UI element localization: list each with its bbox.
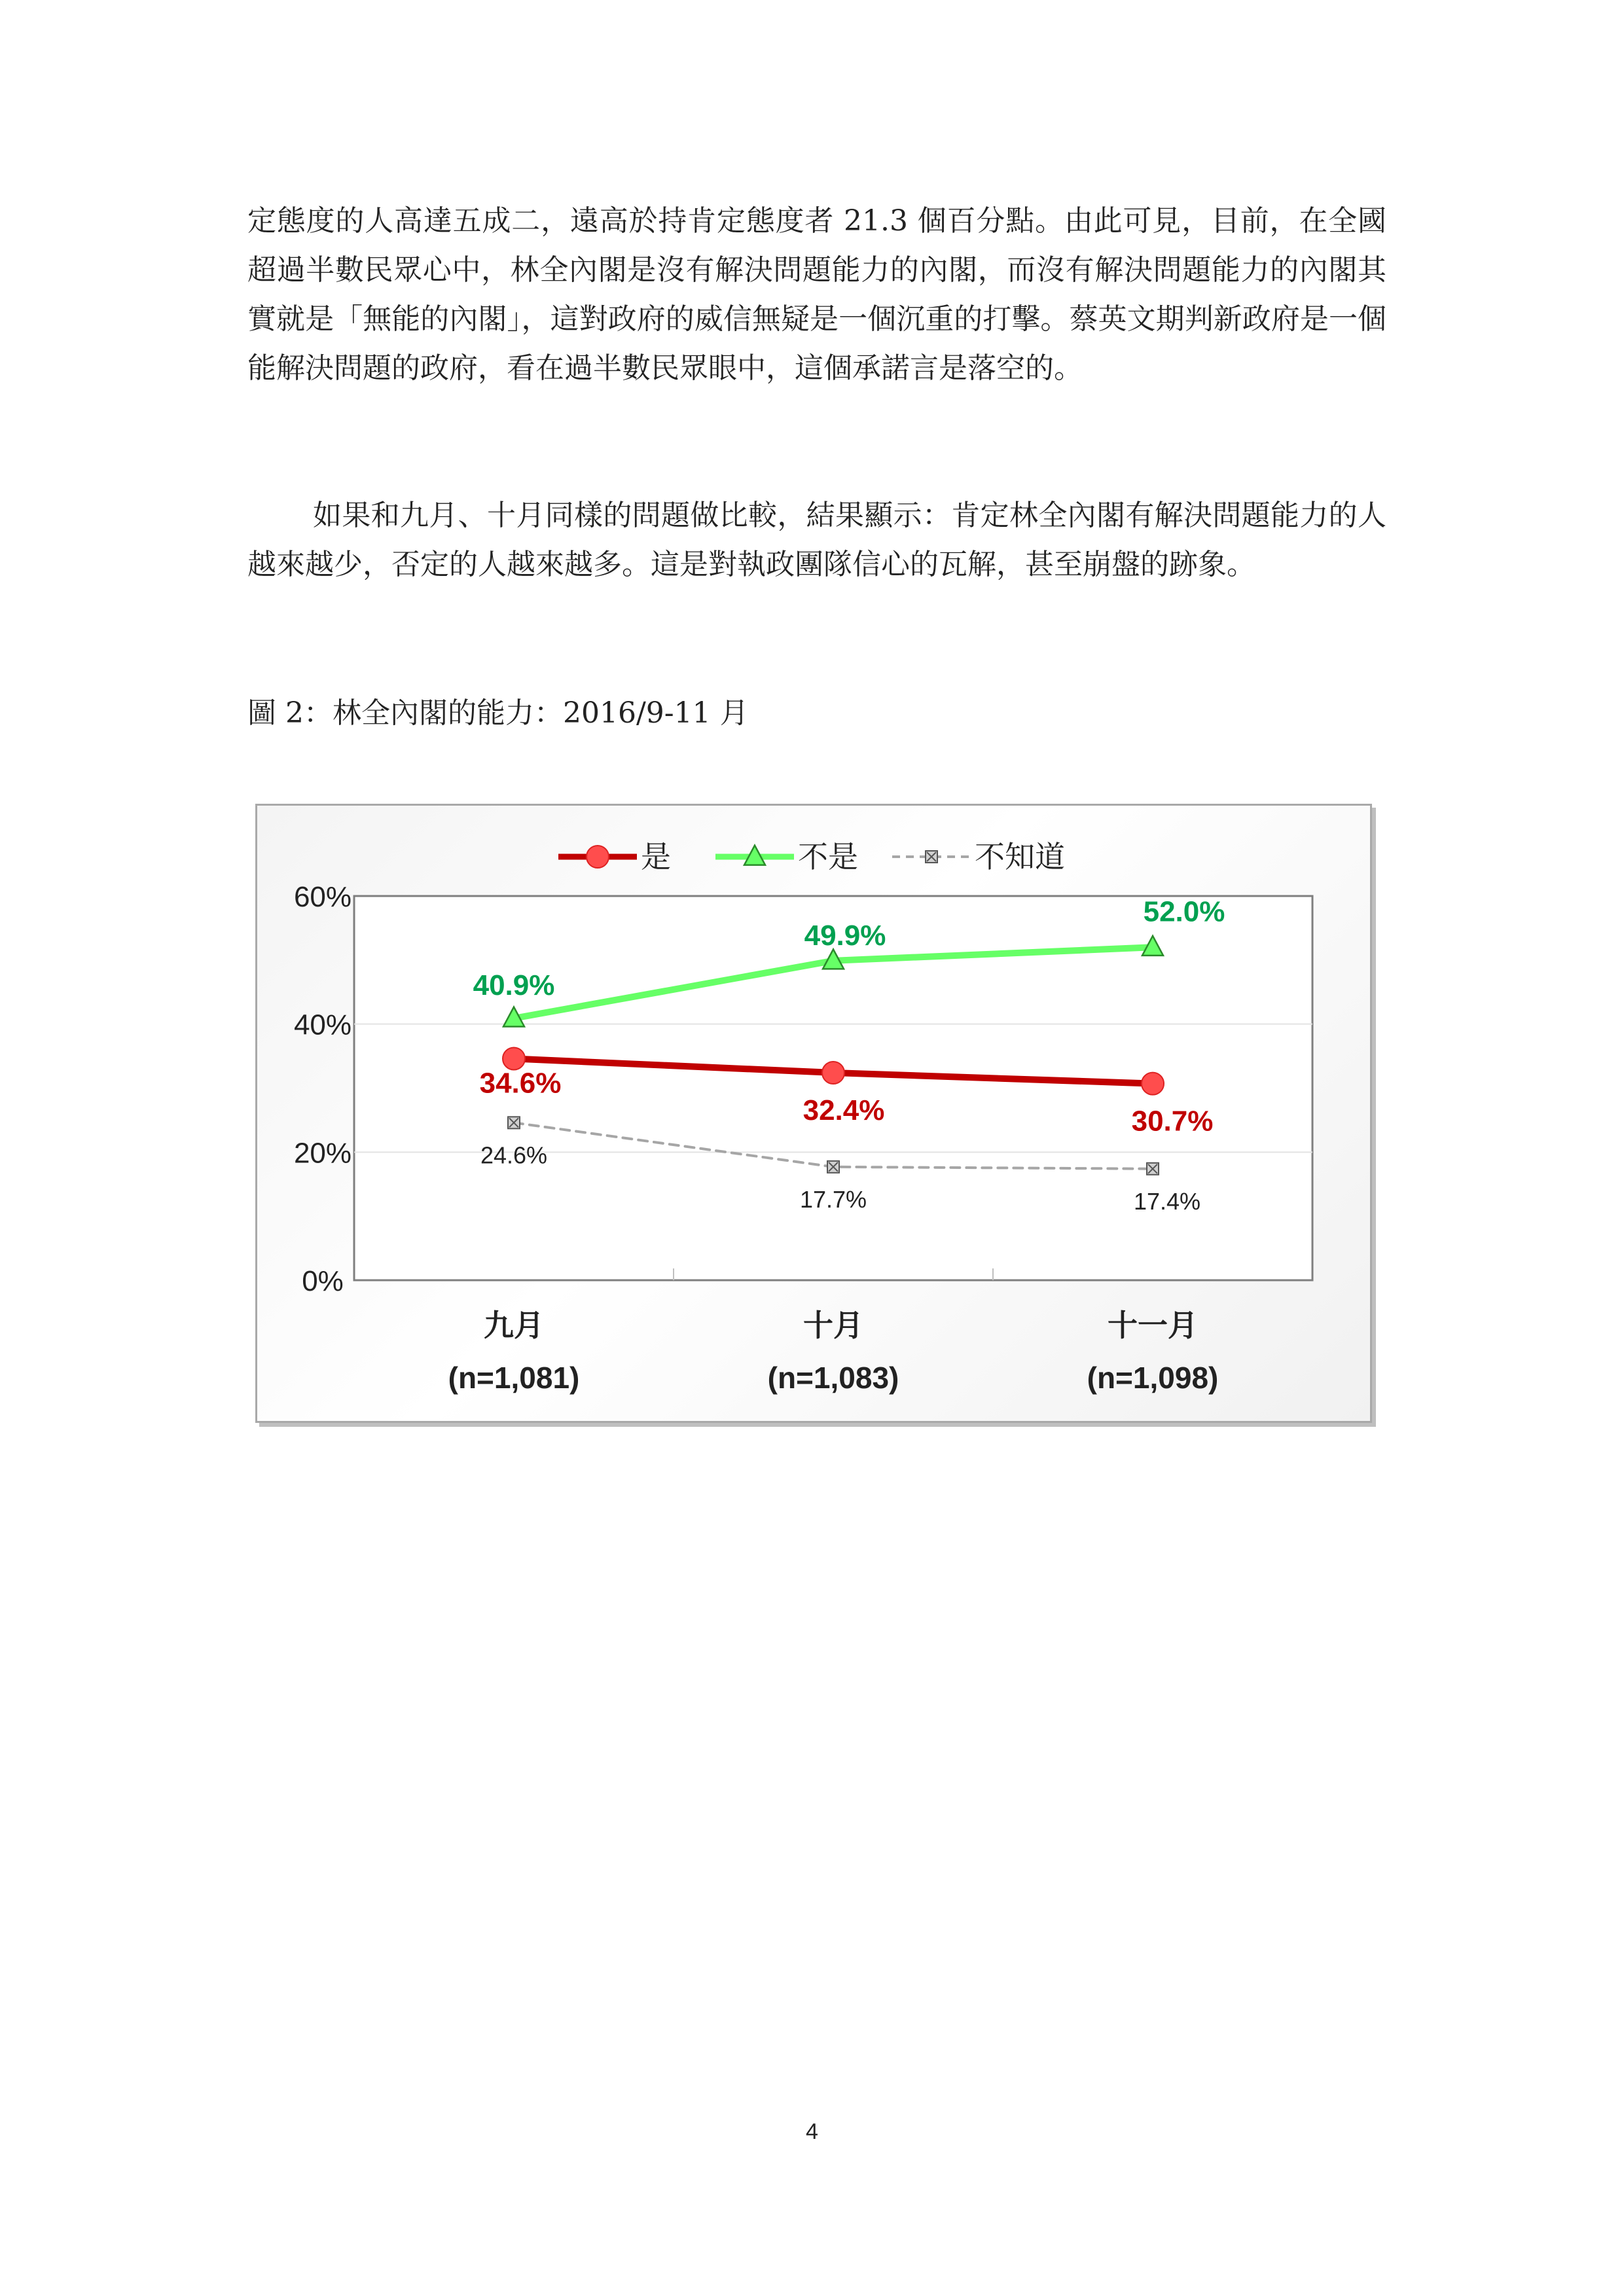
- y-tick-label: 0%: [302, 1265, 344, 1297]
- x-category-sublabel: (n=1,083): [767, 1361, 899, 1395]
- paragraph-1: 定態度的人高達五成二，遠高於持肯定態度者 21.3 個百分點。由此可見，目前，在全國超過半數民眾心中，林全內閣是沒有解決問題能力的內閣，而沒有解決問題能力的內閣其實就是「無能的內閣」，這對政府的威信無疑是一個沉重的打擊。蔡英文期判新政府是一個能解決問題的政府，看在過半數民眾眼中，這個承諾言是落空的。: [247, 204, 1386, 385]
- figure-caption: 圖 2：林全內閣的能力：2016/9-11 月: [247, 696, 749, 730]
- series-0-point-marker: [822, 1062, 844, 1084]
- data-label: 40.9%: [473, 969, 555, 1001]
- data-label: 17.4%: [1133, 1187, 1201, 1215]
- x-category-sublabel: (n=1,081): [448, 1361, 580, 1395]
- legend-0-marker: [586, 846, 609, 868]
- series-0-point-marker: [503, 1047, 525, 1069]
- page-number: 4: [806, 2119, 818, 2144]
- data-label: 17.7%: [799, 1185, 867, 1213]
- x-category-label: 十一月: [1108, 1308, 1198, 1342]
- y-tick-label: 20%: [293, 1137, 352, 1170]
- series-0-point-marker: [1142, 1073, 1164, 1095]
- x-category-label: 九月: [484, 1308, 544, 1342]
- data-label: 49.9%: [804, 919, 886, 952]
- x-category-label: 十月: [803, 1308, 863, 1342]
- data-label: 30.7%: [1131, 1105, 1214, 1138]
- line-chart: [257, 806, 1370, 1421]
- data-label: 32.4%: [803, 1094, 885, 1127]
- y-tick-label: 60%: [293, 881, 352, 913]
- chart-frame: [255, 804, 1372, 1423]
- legend-label: 是: [641, 840, 671, 874]
- y-tick-label: 40%: [293, 1009, 352, 1041]
- data-label: 34.6%: [479, 1067, 562, 1100]
- legend-label: 不是: [798, 840, 858, 874]
- data-label: 52.0%: [1143, 895, 1225, 928]
- paragraph-2: 如果和九月、十月同樣的問題做比較，結果顯示：肯定林全內閣有解決問題能力的人越來越少，否定的人越來越多。這是對執政團隊信心的瓦解，甚至崩盤的跡象。: [247, 499, 1386, 581]
- data-label: 24.6%: [480, 1141, 548, 1169]
- legend-label: 不知道: [975, 840, 1065, 874]
- x-category-sublabel: (n=1,098): [1087, 1361, 1219, 1395]
